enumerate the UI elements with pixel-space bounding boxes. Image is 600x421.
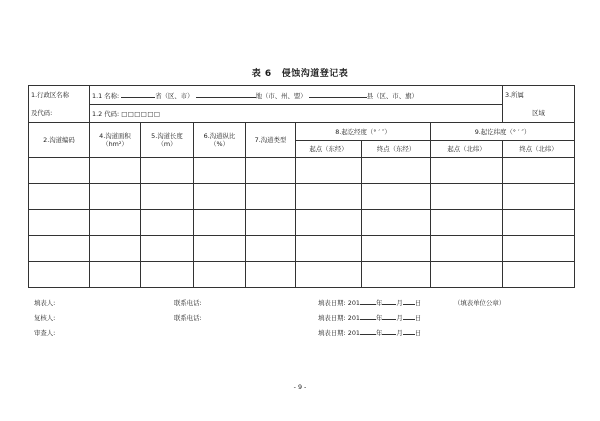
table-cell[interactable] xyxy=(246,184,296,210)
table-cell[interactable] xyxy=(90,210,141,236)
province-suffix: 省（区、市） xyxy=(155,91,194,100)
table-cell[interactable] xyxy=(90,262,141,288)
phone-line-2 xyxy=(174,313,202,322)
table-cell[interactable] xyxy=(362,210,431,236)
seal-note-text: （填表单位公章） xyxy=(454,299,506,307)
lat-start-label: 起点（北纬） xyxy=(447,145,486,153)
prefecture-blank[interactable] xyxy=(196,91,256,98)
latitude-header xyxy=(431,123,575,141)
auditor-label: 审查人: xyxy=(34,329,56,337)
year-suffix: 年 xyxy=(375,329,383,337)
date-label: 填表日期: xyxy=(318,299,346,307)
phone-label: 联系电话: xyxy=(174,314,202,322)
region-label-2: 区域 xyxy=(532,109,545,118)
table-cell[interactable] xyxy=(296,158,362,184)
region-label-cell xyxy=(503,86,575,105)
seal-note xyxy=(454,298,505,307)
year-blank[interactable] xyxy=(360,313,376,320)
table-row xyxy=(29,184,575,210)
table-number: 表 6 xyxy=(251,69,272,79)
admin-code-cell xyxy=(90,105,503,123)
day-suffix: 日 xyxy=(414,299,422,307)
table-cell[interactable] xyxy=(246,236,296,262)
table-cell[interactable] xyxy=(90,184,141,210)
slope-label: 6.沟道纵比 xyxy=(203,132,236,140)
table-cell[interactable] xyxy=(29,210,90,236)
table-cell[interactable] xyxy=(503,262,575,288)
table-cell[interactable] xyxy=(194,158,246,184)
table-cell[interactable] xyxy=(431,236,503,262)
table-cell[interactable] xyxy=(296,184,362,210)
month-blank[interactable] xyxy=(382,328,396,335)
slope-unit: （%） xyxy=(210,140,229,148)
year-blank[interactable] xyxy=(360,298,376,305)
table-row xyxy=(29,210,575,236)
month-blank[interactable] xyxy=(382,298,396,305)
table-row xyxy=(29,262,575,288)
admin-label: 1.行政区名称 xyxy=(31,91,70,100)
admin-label-cell-2 xyxy=(29,105,90,123)
gully-code-label: 2.沟道编码 xyxy=(43,136,75,144)
table-cell[interactable] xyxy=(431,184,503,210)
table-cell[interactable] xyxy=(503,184,575,210)
area-label: 4.沟道面积 xyxy=(99,132,131,140)
gully-code-header xyxy=(29,123,90,158)
length-header xyxy=(141,123,194,158)
area-header xyxy=(90,123,141,158)
table-cell[interactable] xyxy=(141,184,194,210)
day-suffix: 日 xyxy=(414,314,422,322)
date-line-1 xyxy=(318,298,421,307)
county-suffix: 县（区、市、旗） xyxy=(366,91,418,100)
lon-start-label: 起点（东经） xyxy=(309,145,348,153)
table-cell[interactable] xyxy=(246,262,296,288)
admin-name-cell xyxy=(90,86,503,105)
lat-end-header xyxy=(503,141,575,158)
year-prefix: 201 xyxy=(347,299,360,307)
month-suffix: 月 xyxy=(396,299,403,307)
year-suffix: 年 xyxy=(375,299,383,307)
table-row xyxy=(29,236,575,262)
reviewer-label: 复核人: xyxy=(34,314,56,322)
gully-registration-table xyxy=(28,85,575,288)
latitude-label: 9.起讫纬度（° ′ ″） xyxy=(474,127,531,136)
code-boxes[interactable]: □□□□□□ xyxy=(121,109,161,118)
year-blank[interactable] xyxy=(360,328,376,335)
admin-label-cell xyxy=(29,86,90,105)
table-cell[interactable] xyxy=(503,236,575,262)
header-row-1 xyxy=(29,123,575,141)
longitude-header xyxy=(296,123,431,141)
year-prefix: 201 xyxy=(347,314,360,322)
table-cell[interactable] xyxy=(503,158,575,184)
longitude-label: 8.起讫经度（° ′ ″） xyxy=(335,127,391,136)
prefecture-suffix: 地（市、州、盟） xyxy=(255,91,307,100)
date-label: 填表日期: xyxy=(318,314,346,322)
type-header xyxy=(246,123,296,158)
code-label: 1.2 代码: xyxy=(92,109,120,118)
auditor-line xyxy=(34,328,55,337)
table-cell[interactable] xyxy=(246,210,296,236)
table-row xyxy=(29,158,575,184)
table-title xyxy=(0,66,600,79)
lon-end-header xyxy=(362,141,431,158)
table-cell[interactable] xyxy=(296,210,362,236)
month-suffix: 月 xyxy=(396,329,403,337)
region-label-cell-2 xyxy=(503,105,575,123)
table-cell[interactable] xyxy=(29,262,90,288)
table-cell[interactable] xyxy=(362,262,431,288)
province-blank[interactable] xyxy=(121,91,155,98)
year-prefix: 201 xyxy=(347,329,360,337)
table-cell[interactable] xyxy=(296,236,362,262)
lat-start-header xyxy=(431,141,503,158)
area-unit: （hm²） xyxy=(102,140,128,148)
table-cell[interactable] xyxy=(29,236,90,262)
table-cell[interactable] xyxy=(90,236,141,262)
table-cell[interactable] xyxy=(194,236,246,262)
table-cell[interactable] xyxy=(362,236,431,262)
county-blank[interactable] xyxy=(309,91,367,98)
month-blank[interactable] xyxy=(382,313,396,320)
table-cell[interactable] xyxy=(503,210,575,236)
table-cell[interactable] xyxy=(29,158,90,184)
length-unit: （m） xyxy=(157,140,177,148)
admin-label-2: 及代码: xyxy=(31,109,53,118)
month-suffix: 月 xyxy=(396,314,403,322)
date-line-3 xyxy=(318,328,421,337)
table-cell[interactable] xyxy=(141,236,194,262)
day-blank[interactable] xyxy=(403,313,415,320)
date-label: 填表日期: xyxy=(318,329,346,337)
lon-end-label: 终点（东经） xyxy=(376,145,416,153)
table-cell[interactable] xyxy=(194,210,246,236)
table-cell[interactable] xyxy=(431,262,503,288)
table-cell[interactable] xyxy=(431,210,503,236)
page-number: - 9 - xyxy=(293,383,307,391)
date-line-2 xyxy=(318,313,421,322)
table-cell[interactable] xyxy=(362,184,431,210)
table-cell[interactable] xyxy=(29,184,90,210)
slope-header xyxy=(194,123,246,158)
filler-label: 填表人: xyxy=(34,299,56,307)
admin-code-row xyxy=(29,105,575,123)
table-cell[interactable] xyxy=(141,158,194,184)
table-cell[interactable] xyxy=(141,210,194,236)
lat-end-label: 终点（北纬） xyxy=(519,145,558,153)
table-cell[interactable] xyxy=(90,158,141,184)
table-cell[interactable] xyxy=(246,158,296,184)
day-suffix: 日 xyxy=(414,329,422,337)
phone-label: 联系电话: xyxy=(174,299,202,307)
admin-name-row xyxy=(29,86,575,105)
phone-line-1 xyxy=(174,298,202,307)
reviewer-line xyxy=(34,313,55,322)
day-blank[interactable] xyxy=(403,328,415,335)
day-blank[interactable] xyxy=(403,298,415,305)
table-cell[interactable] xyxy=(431,158,503,184)
table-cell[interactable] xyxy=(194,184,246,210)
table-name: 侵蚀沟道登记表 xyxy=(281,69,349,79)
type-label: 7.沟道类型 xyxy=(254,136,287,144)
table-cell[interactable] xyxy=(141,262,194,288)
name-prefix: 1.1 名称: xyxy=(92,91,120,100)
filler-line xyxy=(34,298,55,307)
lon-start-header xyxy=(296,141,362,158)
table-cell[interactable] xyxy=(362,158,431,184)
year-suffix: 年 xyxy=(375,314,383,322)
table-cell[interactable] xyxy=(194,262,246,288)
length-label: 5.沟道长度 xyxy=(151,132,183,140)
region-label: 3.所属 xyxy=(505,91,524,100)
table-cell[interactable] xyxy=(296,262,362,288)
